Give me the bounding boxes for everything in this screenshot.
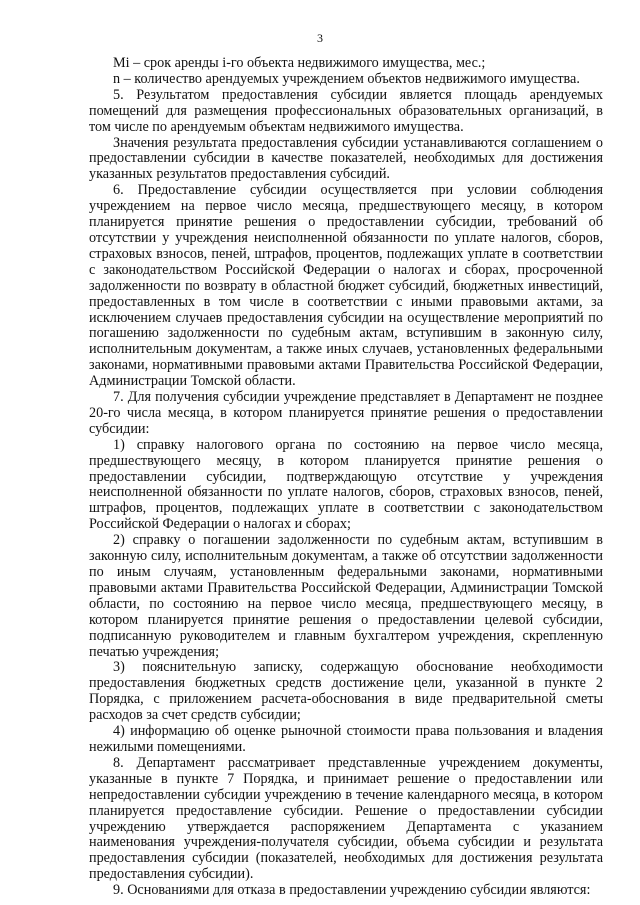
paragraph-formula-term-n: n – количество арендуемых учреждением объектов недвижимого имущества. bbox=[113, 70, 580, 87]
document-body bbox=[89, 56, 603, 899]
paragraph-item-7: 7. Для получения субсидии учреждение представляет в Департамент не позднее 20-го числа месяца, в котором планируется принятие решения о предоставлении субсидии: bbox=[89, 389, 603, 437]
paragraph-item-6: 6. Предоставление субсидии осуществляется при условии соблюдения учреждением на первое число месяца, предшествующего месяцу, в котором планируется принятие решения о предоставлении субсидии, требований об отсутствии у учреждения неисполненной обязанности по уплате налогов, сборов, страховых взносов, пеней, штрафов, процентов, подлежащих уплате в соответствии с законодательством Российской Федерации о налогах и сборах, просроченной задолженности по возврату в областной бюджет субсидий, бюджетных инвестиций, предоставленных в том числе в соответствии с иными правовыми актами, за исключением случаев предоставления субсидии на осуществление мероприятий по погашению задолженности по судебным актам, вступившим в законную силу, исполнительным документам, а также иных случаев, установленных федеральными законами, нормативными правовыми актами Правительства Российской Федерации, Администрации Томской области. bbox=[89, 182, 603, 390]
paragraph-item-7-sub-2: 2) справку о погашении задолженности по судебным актам, вступившим в законную силу, исполнительным документам, а также об отсутствии задолженности по иным случаям, установленным федеральными законами, нормативными правовыми актами Правительства Российской Федерации, Администрации Томской области, по состоянию на первое число месяца, предшествующего месяцу, в котором планируется принятие решения о предоставлении целевой субсидии, подписанную руководителем и главным бухгалтером учреждения, скрепленную печатью учреждения; bbox=[89, 532, 603, 660]
paragraph-item-8: 8. Департамент рассматривает представленные учреждением документы, указанные в пункте 7 Порядка, и принимает решение о предоставлении или непредоставлении субсидии учреждению в течение календарного месяца, в котором планируется предоставление субсидии. Решение о предоставлении субсидии учреждению утверждается распоряжением Департамента с указанием наименования учреждения-получателя субсидии, объема субсидии и результата предоставления субсидии (показателей, необходимых для достижения результата предоставления субсидии). bbox=[89, 754, 603, 883]
paragraph-item-7-sub-4: 4) информацию об оценке рыночной стоимости права пользования и владения нежилыми помещениями. bbox=[89, 723, 603, 755]
page-number: 3 bbox=[317, 31, 323, 45]
paragraph-formula-term-mi: Mi – срок аренды i-го объекта недвижимого имущества, мес.; bbox=[113, 55, 486, 71]
paragraph-item-7-sub-1: 1) справку налогового органа по состоянию на первое число месяца, предшествующего месяцу, в котором планируется принятие решения о предоставлении субсидии, подтверждающую отсутствие у учреждения неисполненной обязанности по уплате налогов, сборов, страховых взносов, пеней, штрафов, процентов, подлежащих уплате в соответствии с законодательством Российской Федерации о налогах и сборах; bbox=[89, 436, 603, 533]
paragraph-item-9: 9. Основаниями для отказа в предоставлении учреждению субсидии являются: bbox=[113, 882, 591, 899]
paragraph-result-values: Значения результата предоставления субсидии устанавливаются соглашением о предоставлении субсидии в качестве показателей, необходимых для достижения указанных результатов предоставления субсидий. bbox=[89, 134, 603, 183]
paragraph-item-7-sub-3: 3) пояснительную записку, содержащую обоснование необходимости предоставления бюджетных средств достижение цели, указанной в пункте 2 Порядка, с приложением расчета-обоснования в виде предварительной сметы расходов за счет средств субсидии; bbox=[89, 659, 603, 724]
paragraph-item-5: 5. Результатом предоставления субсидии является площадь арендуемых помещений для размещения профессиональных образовательных организаций, в том числе по арендуемым объектам недвижимого имущества. bbox=[89, 86, 603, 135]
